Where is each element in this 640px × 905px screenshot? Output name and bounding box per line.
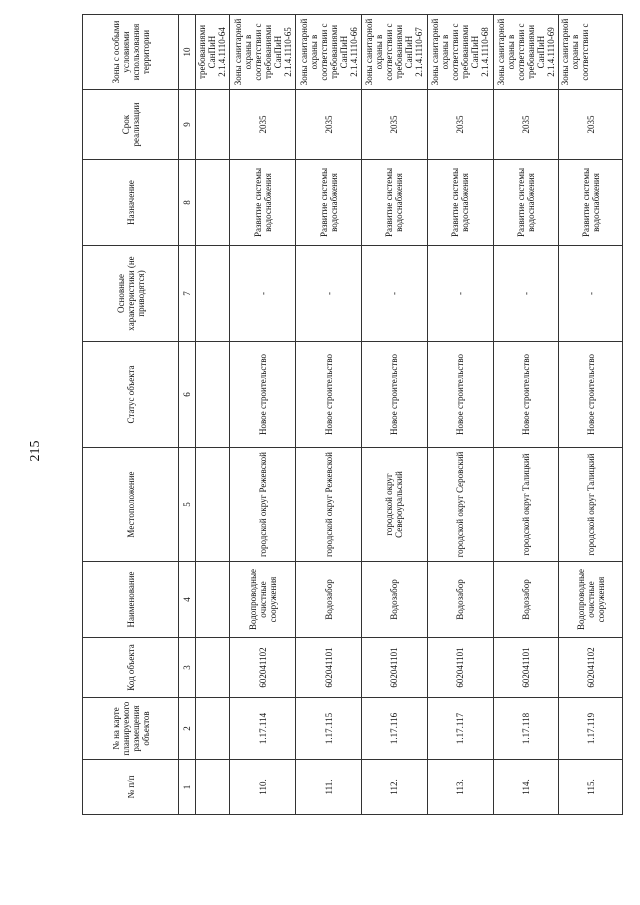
row-status: Новое строительство — [559, 342, 623, 448]
table-row — [296, 15, 362, 815]
row-code: 602041101 — [361, 638, 427, 698]
row-zones: Зоны санитарной охраны в соответствии с требованиями СанПиН 2.1.4.1110-67 — [361, 15, 427, 90]
column-number: 8 — [179, 160, 196, 246]
row-location: городской округ Талицкий — [559, 448, 623, 562]
continuation-zone: требованиями СанПиН 2.1.4.1110-64 — [196, 15, 230, 90]
column-number: 5 — [179, 448, 196, 562]
row-code: 602041102 — [559, 638, 623, 698]
continuation-cell — [196, 638, 230, 698]
row-term: 2035 — [559, 90, 623, 160]
row-name: Водозабор — [296, 562, 362, 638]
continuation-cell — [196, 562, 230, 638]
row-characteristics: - — [427, 246, 493, 342]
row-location: городской округ Талицкий — [493, 448, 559, 562]
table-row — [427, 15, 493, 815]
row-name: Водозабор — [361, 562, 427, 638]
header-zones: Зоны с особыми условиями использования территории — [83, 15, 179, 90]
objects-table-rotated — [82, 15, 623, 815]
row-map-no: 1.17.115 — [296, 698, 362, 760]
continuation-cell — [196, 698, 230, 760]
row-status: Новое строительство — [493, 342, 559, 448]
row-zones: Зоны санитарной охраны в соответствии с требованиями СанПиН 2.1.4.1110-66 — [296, 15, 362, 90]
table-row — [559, 15, 623, 815]
row-location: городской округ Серовский — [427, 448, 493, 562]
row-zones: Зоны санитарной охраны в соответствии с требованиями СанПиН 2.1.4.1110-65 — [230, 15, 296, 90]
row-term: 2035 — [493, 90, 559, 160]
header-name: Наименование — [83, 562, 179, 638]
header-term: Срок реализации — [83, 90, 179, 160]
row-purpose: Развитие системы водоснабжения — [427, 160, 493, 246]
table-row — [230, 15, 296, 815]
row-purpose: Развитие системы водоснабжения — [296, 160, 362, 246]
column-number: 7 — [179, 246, 196, 342]
header-map-no: № на карте планируемого размещения объектов — [83, 698, 179, 760]
continuation-cell — [196, 90, 230, 160]
header-purpose: Назначение — [83, 160, 179, 246]
continuation-cell — [196, 760, 230, 815]
row-code: 602041101 — [493, 638, 559, 698]
row-status: Новое строительство — [296, 342, 362, 448]
row-characteristics: - — [559, 246, 623, 342]
row-map-no: 1.17.117 — [427, 698, 493, 760]
row-map-no: 1.17.119 — [559, 698, 623, 760]
column-number: 6 — [179, 342, 196, 448]
row-zones: Зоны санитарной охраны в соответствии с требованиями СанПиН 2.1.4.1110-68 — [427, 15, 493, 90]
header-code: Код объекта — [83, 638, 179, 698]
row-num: 112. — [361, 760, 427, 815]
row-code: 602041101 — [296, 638, 362, 698]
row-characteristics: - — [493, 246, 559, 342]
row-purpose: Развитие системы водоснабжения — [230, 160, 296, 246]
row-location: городской округ Режевской — [230, 448, 296, 562]
row-location: городской округ Режевской — [296, 448, 362, 562]
row-status: Новое строительство — [230, 342, 296, 448]
column-number: 2 — [179, 698, 196, 760]
column-number: 1 — [179, 760, 196, 815]
header-characteristics: Основные характеристики (не приводятся) — [83, 246, 179, 342]
row-characteristics: - — [361, 246, 427, 342]
column-number: 4 — [179, 562, 196, 638]
row-characteristics: - — [230, 246, 296, 342]
header-status: Статус объекта — [83, 342, 179, 448]
continuation-cell — [196, 160, 230, 246]
row-code: 602041101 — [427, 638, 493, 698]
row-term: 2035 — [230, 90, 296, 160]
table-row — [493, 15, 559, 815]
row-map-no: 1.17.118 — [493, 698, 559, 760]
row-map-no: 1.17.114 — [230, 698, 296, 760]
row-purpose: Развитие системы водоснабжения — [361, 160, 427, 246]
row-term: 2035 — [361, 90, 427, 160]
row-zones: Зоны санитарной охраны в соответствии с требованиями СанПиН 2.1.4.1110-69 — [493, 15, 559, 90]
row-purpose: Развитие системы водоснабжения — [493, 160, 559, 246]
row-num: 114. — [493, 760, 559, 815]
header-num: № п/п — [83, 760, 179, 815]
header-row — [83, 15, 179, 815]
column-number: 3 — [179, 638, 196, 698]
row-name: Водозабор — [427, 562, 493, 638]
column-number: 10 — [179, 15, 196, 90]
column-number-row — [179, 15, 196, 815]
continuation-cell — [196, 342, 230, 448]
row-name: Водопроводные очистные сооружения — [559, 562, 623, 638]
continuation-row — [196, 15, 230, 815]
column-number: 9 — [179, 90, 196, 160]
row-purpose: Развитие системы водоснабжения — [559, 160, 623, 246]
row-status: Новое строительство — [361, 342, 427, 448]
row-map-no: 1.17.116 — [361, 698, 427, 760]
row-term: 2035 — [296, 90, 362, 160]
header-location: Местоположение — [83, 448, 179, 562]
row-characteristics: - — [296, 246, 362, 342]
page-number: 215 — [28, 440, 43, 462]
row-term: 2035 — [427, 90, 493, 160]
table-row — [361, 15, 427, 815]
continuation-cell — [196, 246, 230, 342]
row-name: Водопроводные очистные сооружения — [230, 562, 296, 638]
row-num: 110. — [230, 760, 296, 815]
row-status: Новое строительство — [427, 342, 493, 448]
row-num: 111. — [296, 760, 362, 815]
row-name: Водозабор — [493, 562, 559, 638]
objects-table — [82, 14, 623, 815]
row-num: 113. — [427, 760, 493, 815]
row-num: 115. — [559, 760, 623, 815]
row-zones: Зоны санитарной охраны в соответствии с — [559, 15, 623, 90]
row-location: городской округ Североуральский — [361, 448, 427, 562]
continuation-cell — [196, 448, 230, 562]
row-code: 602041102 — [230, 638, 296, 698]
